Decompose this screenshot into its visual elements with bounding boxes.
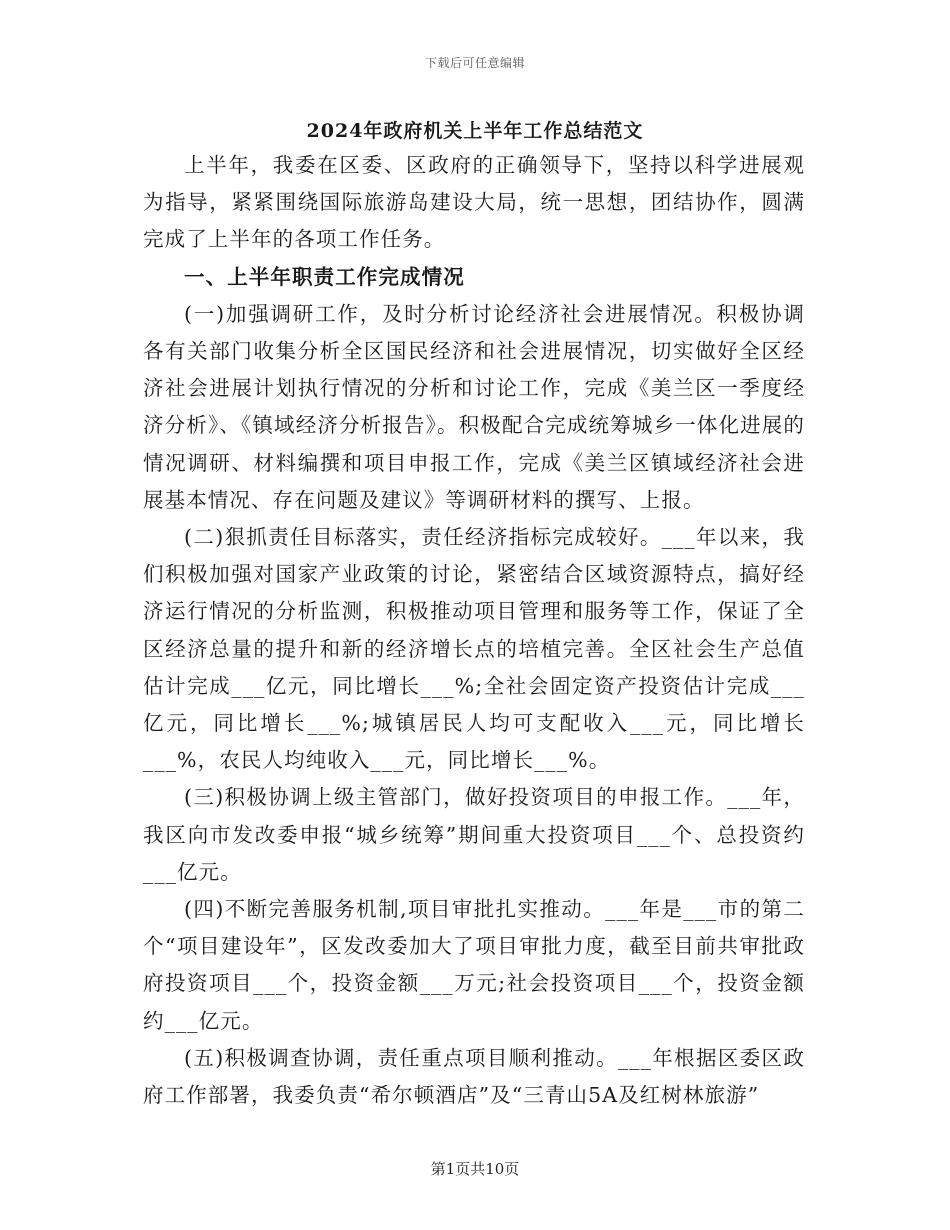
paragraph-item-3: (三)积极协调上级主管部门，做好投资项目的申报工作。___年，我区向市发改委申报“城乡统筹”期间重大投资项目___个、总投资约___亿元。 (143, 785, 805, 884)
paragraph-item-1: (一)加强调研工作，及时分析讨论经济社会进展情况。积极协调各有关部门收集分析全区国民经济和社会进展情况，切实做好全区经济社会进展计划执行情况的分析和讨论工作，完成《美兰区一季度经济分析》、《镇域经济分析报告》。积极配合完成统筹城乡一体化进展的情况调研、材料编撰和项目申报工作，完成《美兰区镇域经济社会进展基本情况、存在问题及建议》等调研材料的撰写、上报。 (143, 301, 805, 512)
document-title: 2024年政府机关上半年工作总结范文 (306, 120, 644, 142)
page-header-note: 下载后可任意编辑 (424, 56, 525, 70)
section-heading: 一、上半年职责工作完成情况 (184, 264, 465, 289)
document-body (143, 147, 805, 1114)
page-number: 第1页共10页 (430, 1160, 520, 1178)
paragraph-item-5: (五)积极调查协调，责任重点项目顺利推动。___年根据区委区政府工作部署，我委负责“希尔顿酒店”及“三青山5A及红树林旅游” (143, 1045, 805, 1108)
paragraph-item-2: (二)狠抓责任目标落实，责任经济指标完成较好。___年以来，我们积极加强对国家产业政策的讨论，紧密结合区域资源特点，搞好经济运行情况的分析监测，积极推动项目管理和服务等工作，保证了全区经济总量的提升和新的经济增长点的培植完善。全区社会生产总值估计完成___亿元，同比增长___%;全社会固定资产投资估计完成___亿元，同比增长___%;城镇居民人均可支配收入___元，同比增长___%，农民人均纯收入___元，同比增长___%。 (143, 525, 805, 773)
paragraph-item-4: (四)不断完善服务机制,项目审批扎实推动。___年是___市的第二个“项目建设年”，区发改委加大了项目审批力度，截至目前共审批政府投资项目___个，投资金额___万元;社会投资项目___个，投资金额约___亿元。 (143, 897, 805, 1033)
paragraph-intro: 上半年，我委在区委、区政府的正确领导下，坚持以科学进展观为指导，紧紧围绕国际旅游岛建设大局，统一思想，团结协作，圆满完成了上半年的各项工作任务。 (143, 153, 805, 252)
